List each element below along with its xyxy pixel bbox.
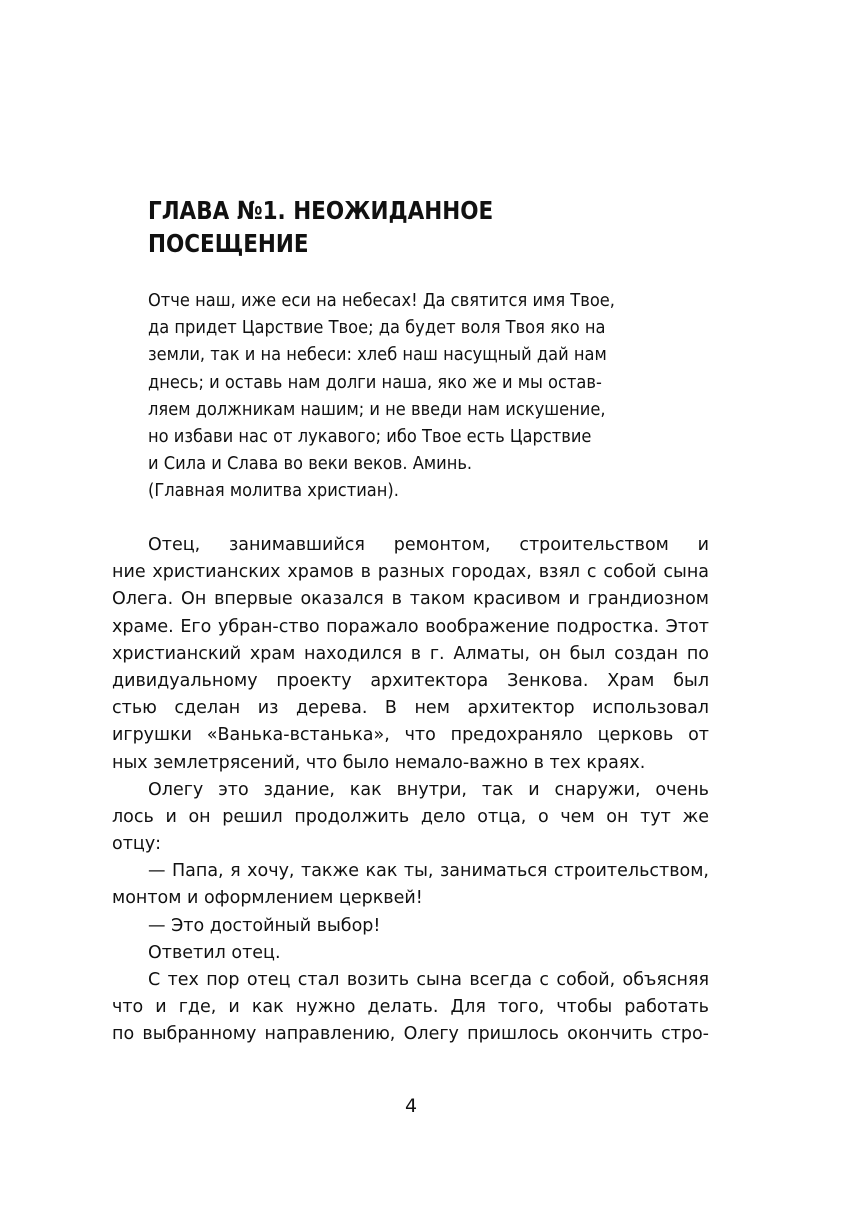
epigraph-line: но избави нас от лукавого; ибо Твое есть Царствие (148, 427, 592, 448)
epigraph-line: и Сила и Слава во веки веков. Аминь. (148, 454, 473, 475)
body-line: Отец, занимавшийся ремонтом, строительством и (148, 535, 709, 555)
epigraph-line: Отче наш, иже еси на небесах! Да святится имя Твое, (148, 291, 615, 311)
epigraph-line: да придет Царствие Твое; да будет воля Твоя яко на (148, 318, 606, 339)
epigraph-source: (Главная молитва христиан). (148, 481, 399, 502)
body-line: С тех пор отец стал возить сына всегда с собой, объясняя (148, 970, 709, 990)
body-line: Олега. Он впервые оказался в таком красивом и грандиозном (112, 589, 709, 610)
body-line: лось и он решил продолжить дело отца, о чем он тут же (112, 806, 709, 827)
body-line: стью сделан из дерева. В нем архитектор использовал (112, 698, 709, 719)
chapter-title (148, 194, 664, 260)
body-line: христианский храм находился в г. Алматы, он был создан по (112, 643, 709, 664)
epigraph-line: днесь; и оставь нам долги наша, яко же и мы остав- (148, 372, 602, 393)
body-text (112, 532, 709, 1049)
epigraph-line: земли, так и на небеси: хлеб наш насущный дай нам (148, 345, 607, 366)
body-line: игрушки «Ванька-встанька», что предохраняло церковь от (112, 725, 709, 746)
body-line: — Это достойный выбор! (148, 915, 381, 936)
body-line: ных землетрясений, что было немало-важно в тех краях. (112, 752, 646, 773)
chapter-title-line: ГЛАВА №1. НЕОЖИДАННОЕ (148, 196, 494, 225)
chapter-title-line: ПОСЕЩЕНИЕ (148, 229, 309, 258)
body-line: храме. Его убран-ство поражало воображение подростка. Этот (112, 616, 709, 637)
epigraph-prayer (148, 288, 669, 506)
body-line: ние христианских храмов в разных городах, взял с собой сына (112, 562, 709, 583)
page-number: 4 (404, 1095, 418, 1117)
body-line: по выбранному направлению, Олегу пришлось окончить стро- (112, 1024, 709, 1045)
body-line: отцу: (112, 834, 162, 855)
epigraph-line: ляем должникам нашим; и не введи нам искушение, (148, 399, 606, 420)
body-line: монтом и оформлением церквей! (112, 888, 423, 909)
body-line: Олегу это здание, как внутри, так и снаружи, очень (148, 779, 709, 800)
body-line: Ответил отец. (148, 942, 281, 963)
body-line: что и где, и как нужно делать. Для того, чтобы работать (112, 997, 709, 1018)
body-line: — Папа, я хочу, также как ты, заниматься строительством, (148, 861, 709, 882)
body-line: дивидуальному проекту архитектора Зенкова. Храм был (112, 670, 709, 691)
